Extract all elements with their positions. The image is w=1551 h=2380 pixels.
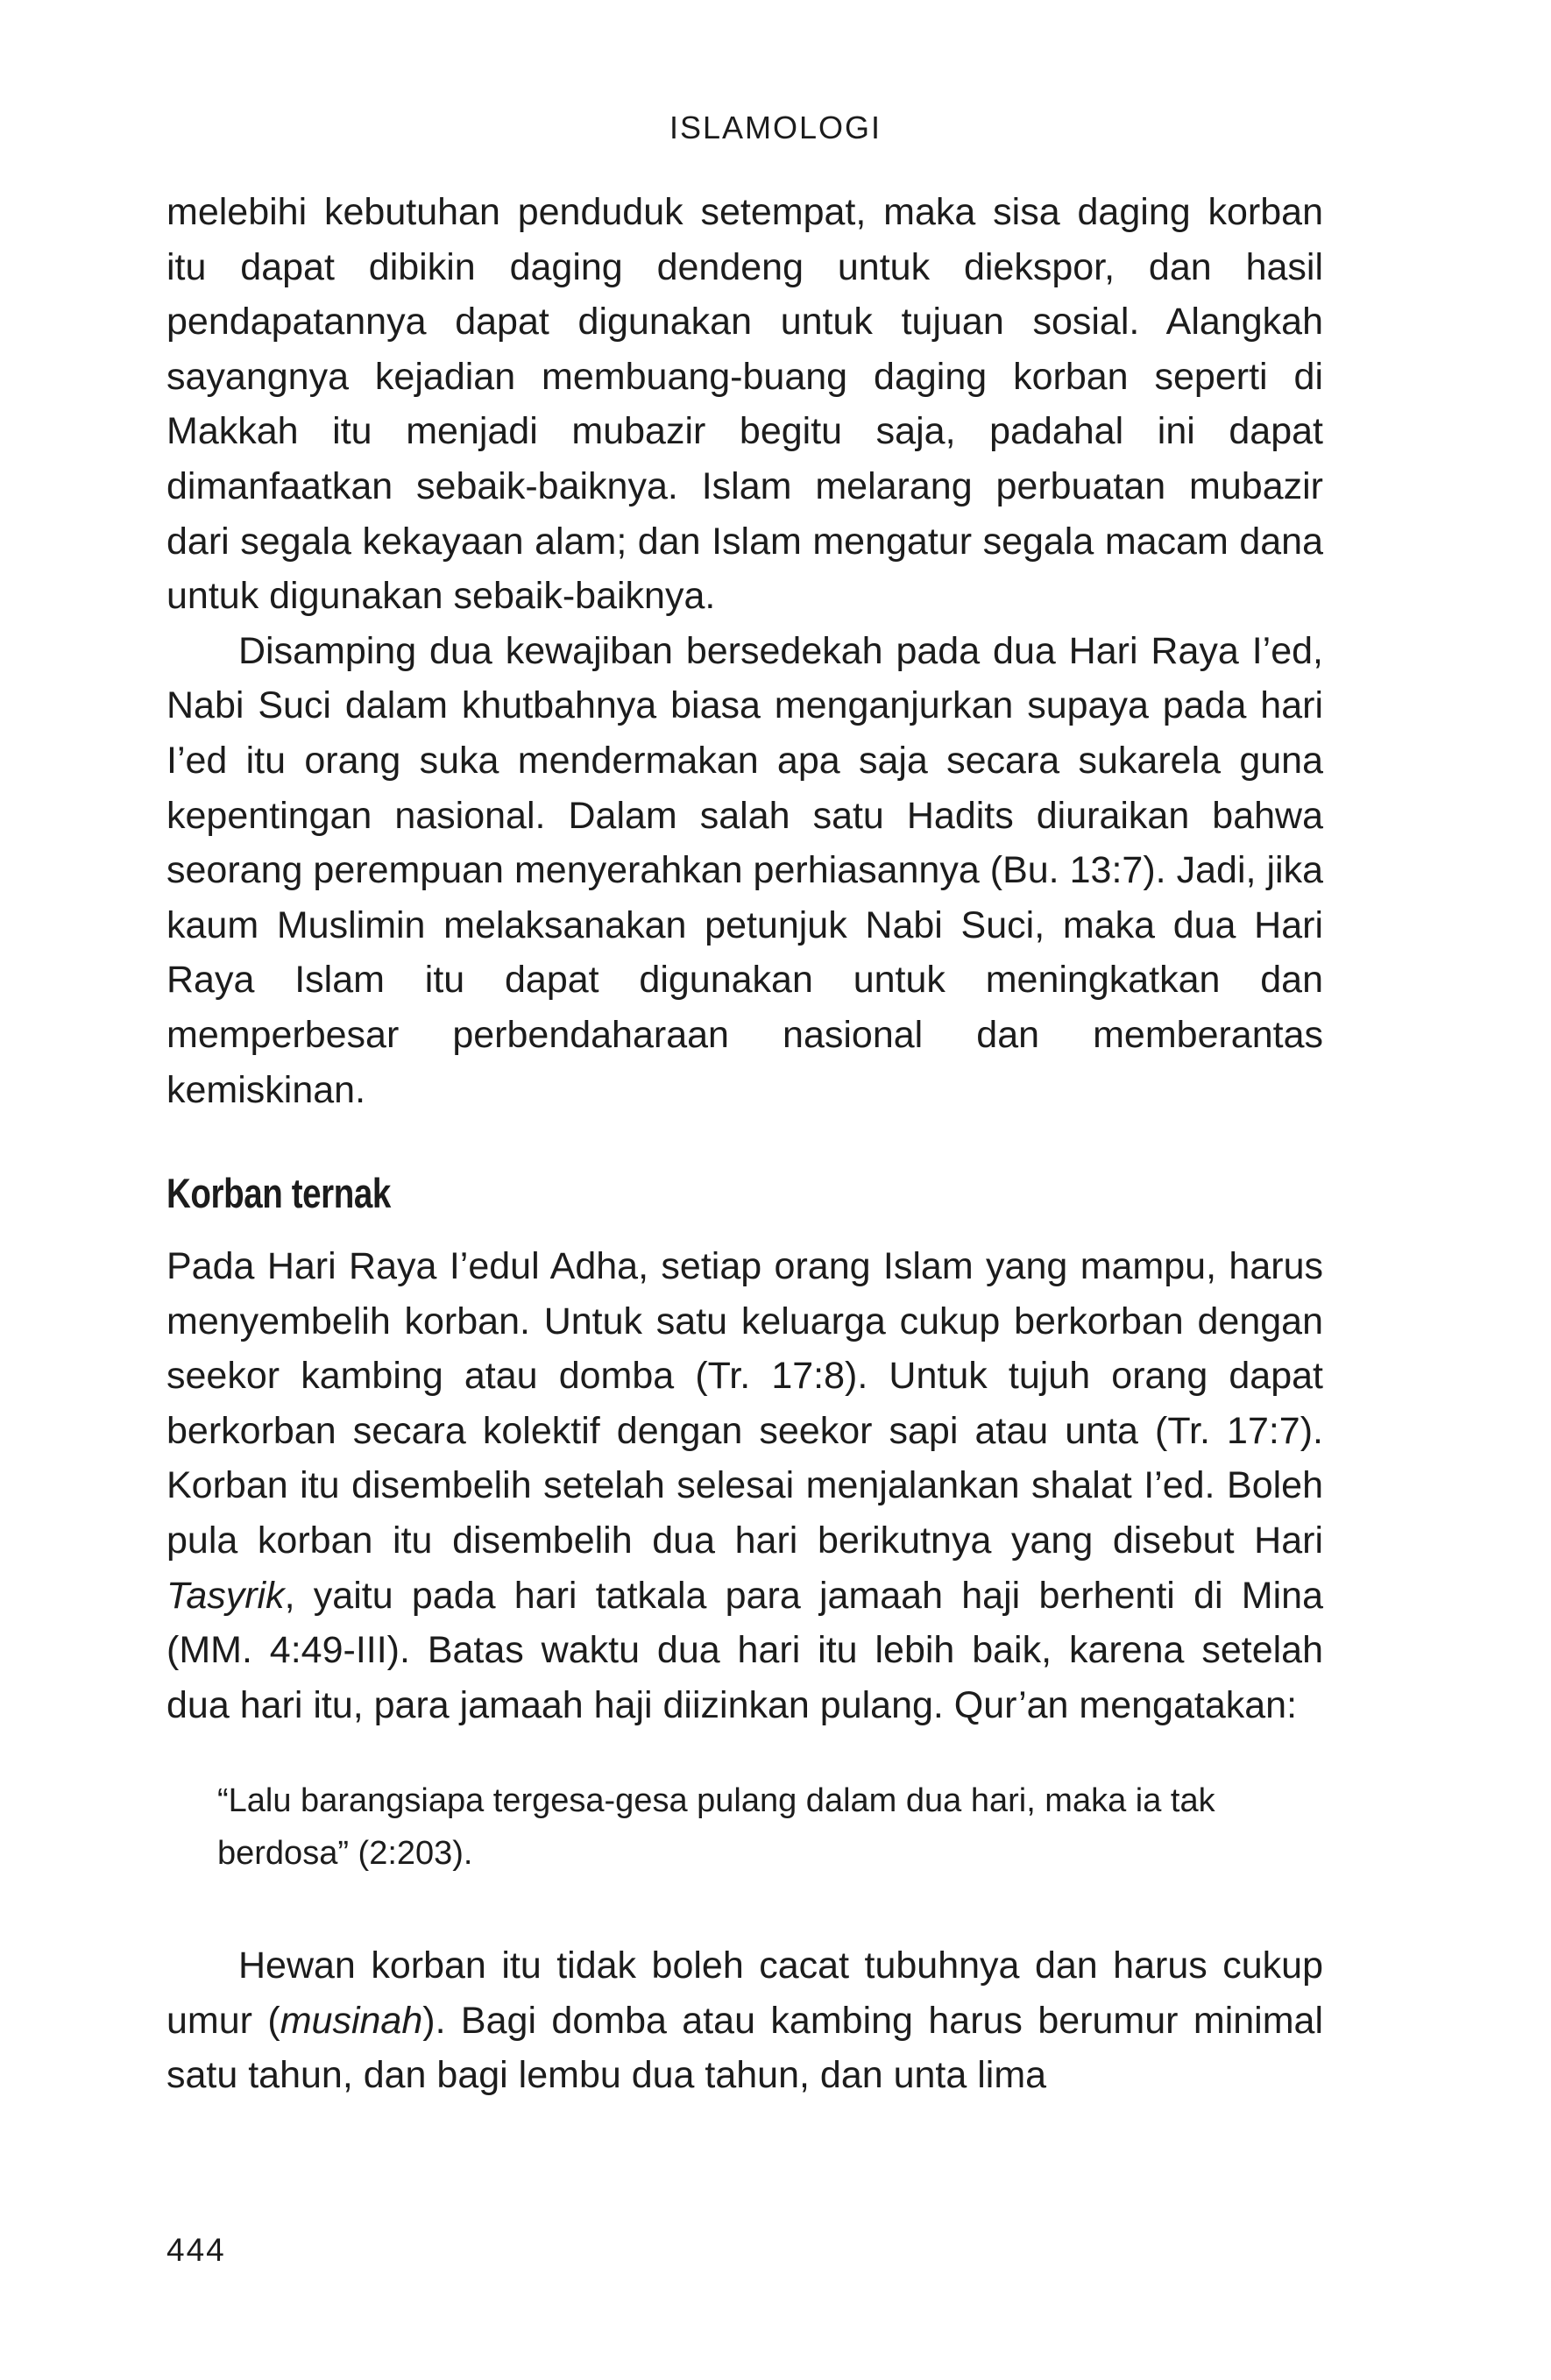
paragraph-4-text-b: ). Bagi domba atau kambing harus berumur minimal satu tahun, dan bagi lembu dua tahun, dan unta lima — [166, 1999, 1324, 2097]
paragraph-3 — [166, 1239, 1323, 1732]
quran-quote: “Lalu barangsiapa tergesa-gesa pulang dalam dua hari, maka ia tak berdosa” (2:203). — [217, 1782, 1215, 1872]
term-musinah: musinah — [280, 1999, 423, 2042]
paragraph-4 — [166, 1938, 1323, 2103]
paragraph-4-text-a: Hewan korban itu tidak boleh cacat tubuhnya dan harus cukup umur ( — [166, 1944, 1323, 2042]
text-block-top — [166, 185, 1323, 1117]
text-block-bottom — [166, 1938, 1323, 2103]
term-tasyrik: Tasyrik — [166, 1574, 285, 1617]
paragraph-3-text-b: , yaitu pada hari tatkala para jamaah haji berhenti di Mina (MM. 4:49-III). Batas waktu dua hari itu lebih baik, karena setelah dua hari itu, para jamaah haji diizinkan pulang. Qur’an mengatakan: — [166, 1574, 1323, 1726]
paragraph-2: Disamping dua kewajiban bersedekah pada dua Hari Raya I’ed, Nabi Suci dalam khutbahnya biasa menganjurkan supaya pada hari I’ed itu orang suka mendermakan apa saja secara sukarela guna kepentingan nasional. Dalam salah satu Hadits diuraikan bahwa seorang perempuan menyerahkan perhiasannya (Bu. 13:7). Jadi, jika kaum Muslimin melaksanakan petunjuk Nabi Suci, maka dua Hari Raya Islam itu dapat digunakan untuk meningkatkan dan memperbesar perbendaharaan nasional dan memberantas kemiskinan. — [166, 629, 1323, 1111]
running-head-title: ISLAMOLOGI — [669, 110, 882, 145]
paragraph-1: melebihi kebutuhan penduduk setempat, maka sisa daging korban itu dapat dibikin daging dendeng untuk diekspor, dan hasil pendapatannya dapat digunakan untuk tujuan sosial. Alangkah sayangnya kejadian membuang-buang daging korban seperti di Makkah itu menjadi mubazir begitu saja, padahal ini dapat dimanfaatkan sebaik-baiknya. Islam melarang perbuatan mubazir dari segala kekayaan alam; dan Islam mengatur segala macam dana untuk digunakan sebaik-baiknya. — [166, 191, 1323, 618]
paragraph-3-text-a: Pada Hari Raya I’edul Adha, setiap orang Islam yang mampu, harus menyembelih korban. Untuk satu keluarga cukup berkorban dengan seekor kambing atau domba (Tr. 17:8). Untuk tujuh orang dapat berkorban secara kolektif dengan seekor sapi atau unta (Tr. 17:7). Korban itu disembelih setelah selesai menjalankan shalat I’ed. Boleh pula korban itu disembelih dua hari berikutnya yang disebut Hari — [166, 1245, 1323, 1562]
text-block-section — [166, 1239, 1323, 1732]
page-number: 444 — [166, 2232, 226, 2268]
section-heading: Korban ternak — [166, 1170, 391, 1216]
